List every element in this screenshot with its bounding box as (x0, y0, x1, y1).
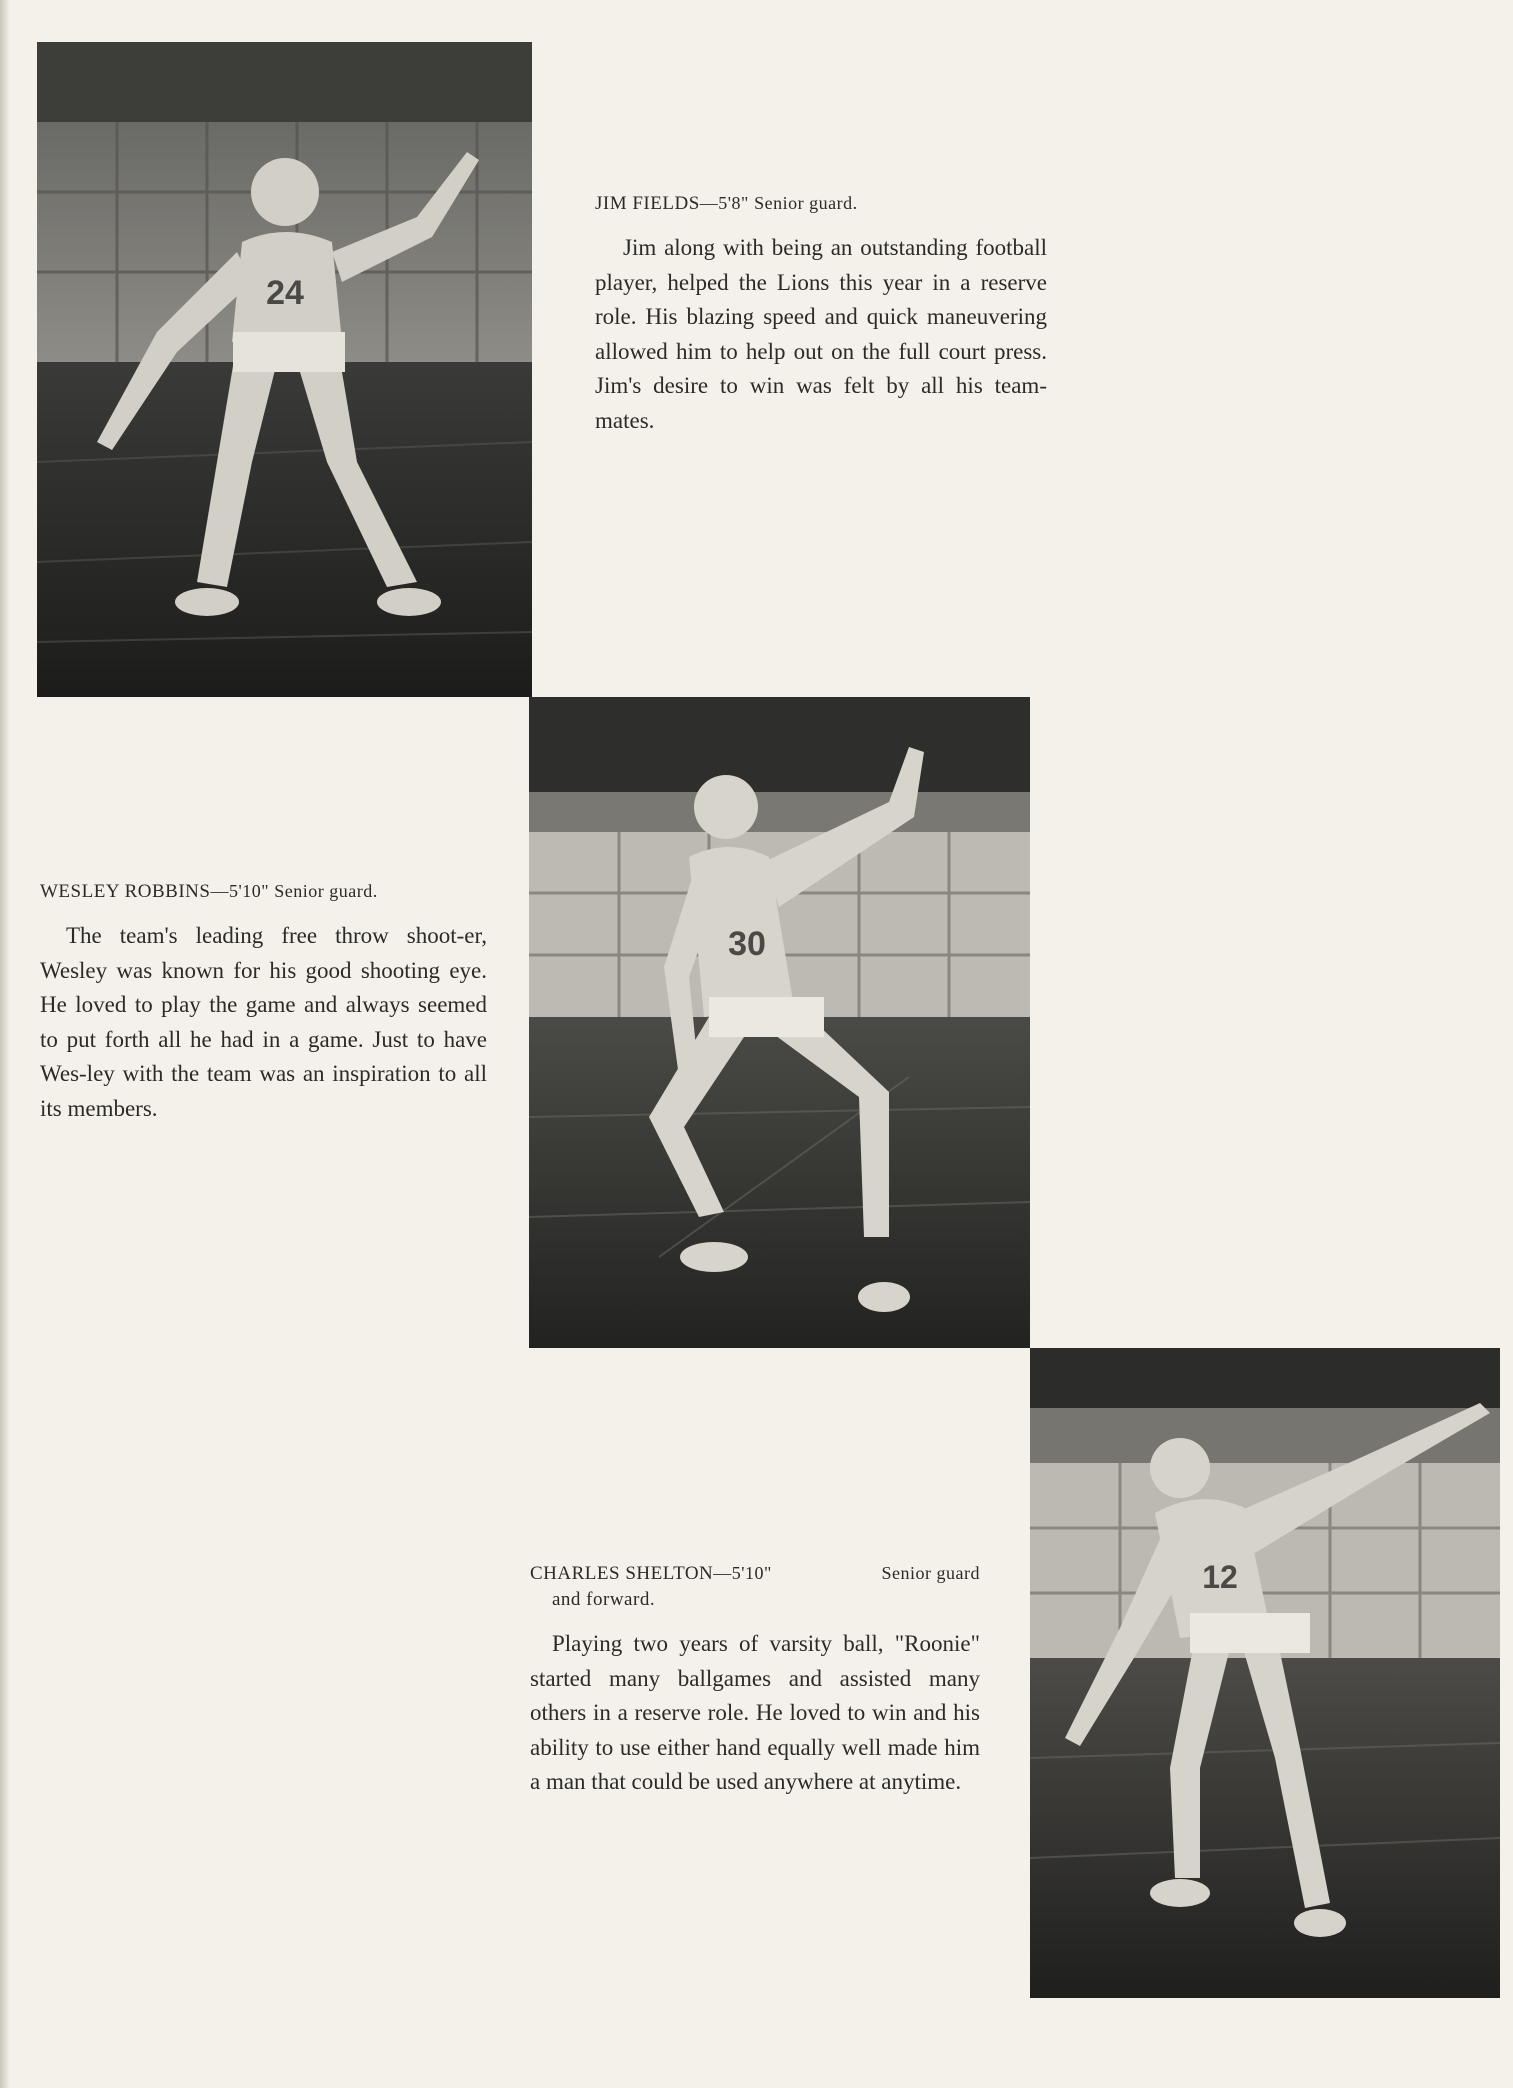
player-position: Senior guard (881, 1563, 980, 1583)
jersey-number-12: 12 (1202, 1559, 1238, 1595)
player-photo-charles-shelton (1030, 1348, 1500, 1998)
player-height: —5'10" (713, 1563, 772, 1583)
player-name-line (595, 190, 1047, 217)
player-bio: Jim along with being an outstanding football player, helped the Lions this year in a reserve role. His blazing speed and quick maneuvering allowed him to help out on the full court press. Jim's desire to win was felt by all his team-mates. (595, 235, 1047, 433)
player-height: —5'10" (210, 881, 270, 901)
player-position: Senior guard. (754, 193, 858, 213)
player-caption-charles-shelton (530, 1560, 980, 1800)
player-caption-wesley-robbins (40, 878, 487, 1126)
player-bio: Playing two years of varsity ball, "Roonie" started many ballgames and assisted many others in a reserve role. He loved to win and his ability to use either hand equally well made him a man that could be used anywhere at anytime. (530, 1631, 980, 1794)
player-name: CHARLES SHELTON (530, 1563, 714, 1584)
player-height: —5'8" (699, 193, 749, 213)
jersey-number-30: 30 (728, 925, 766, 963)
player-photo-wesley-robbins (529, 697, 1030, 1348)
player-position: Senior guard. (274, 881, 378, 901)
player-name-line (530, 1560, 980, 1587)
player-name: WESLEY ROBBINS (40, 881, 211, 902)
player-name-line (40, 878, 487, 905)
player-bio: The team's leading free throw shoot-er, Wesley was known for his good shooting eye. He loved to play the game and always seemed to put forth all he had in a game. Just to have Wes-ley with the team was an inspiration to all its members. (40, 923, 487, 1121)
player-photo-jim-fields (37, 42, 532, 697)
player-position-continued: and forward. (552, 1589, 656, 1610)
page-number: 61 (1420, 1960, 1446, 1986)
page-binding-edge (0, 0, 10, 2088)
player-name: JIM FIELDS (595, 193, 700, 214)
player-caption-jim-fields (595, 190, 1047, 438)
jersey-number-24: 24 (266, 274, 304, 312)
